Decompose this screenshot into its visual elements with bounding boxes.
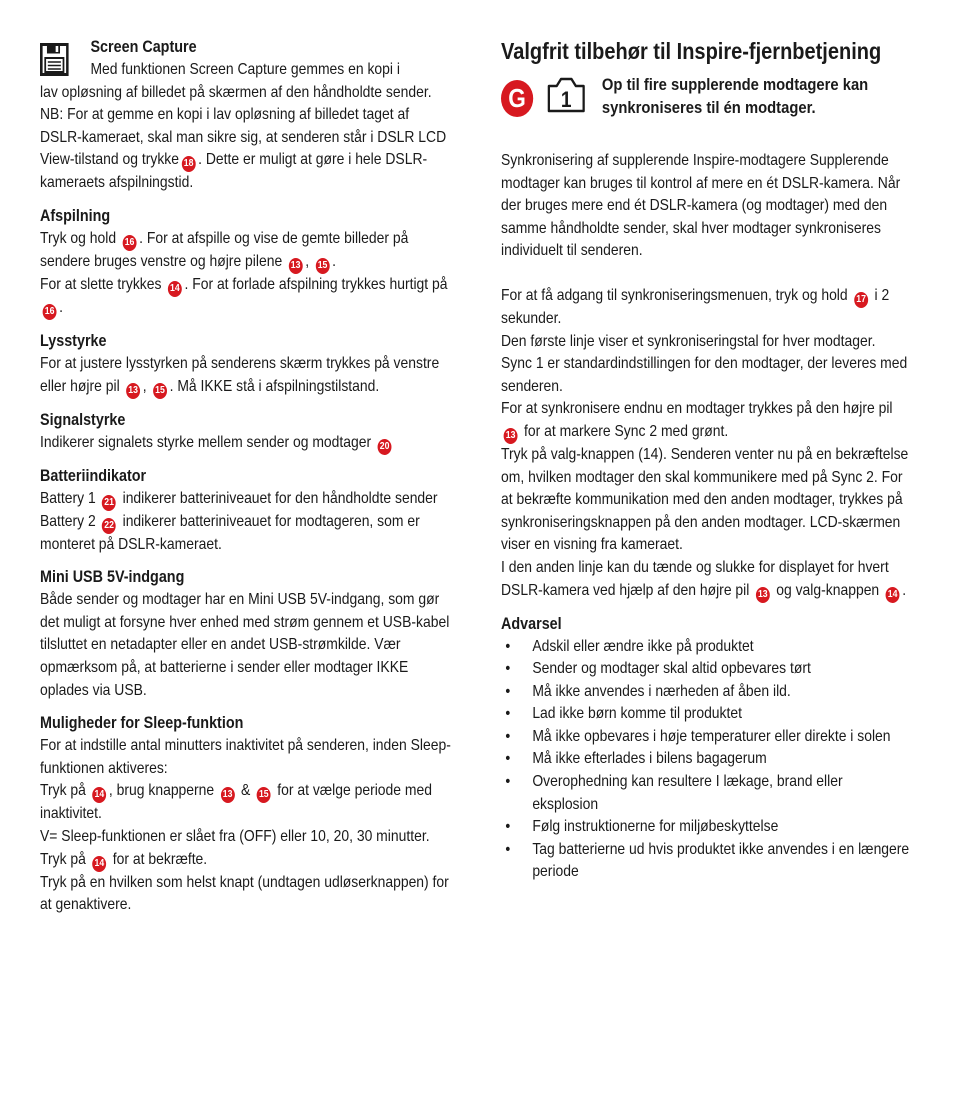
section-afspilning: [40, 205, 454, 320]
batteri-text-1: Battery 1 21 indikerer batteriniveauet for den håndholdte sender: [40, 488, 454, 511]
batteri-text-2: Battery 2 22 indikerer batteriniveauet for modtageren, som er monteret på DSLR-kameraet.: [40, 512, 420, 553]
sync-paragraph-4: For at synkronisere endnu en modtager trykkes på den højre pil 13 for at markere Sync 2 med grønt.: [501, 398, 910, 444]
signalstyrke-heading: Signalstyrke: [40, 410, 126, 429]
screen-capture-heading: Screen Capture: [90, 38, 197, 56]
floppy-disk-icon: [40, 43, 69, 76]
number-badge: 14: [168, 281, 182, 297]
sync-paragraph-6: I den anden linje kan du tænde og slukke for displayet for hvert DSLR-kamera ved hjælp af den højre pil 13 og valg-knappen 14 .: [501, 557, 910, 603]
list-item: • Må ikke efterlades i bilens bagagerum: [501, 748, 910, 771]
page-title: Valgfrit tilbehør til Inspire-fjernbetjening: [501, 38, 882, 64]
list-item: • Tag batterierne ud hvis produktet ikke anvendes i en længere periode: [501, 839, 910, 884]
list-item: • Må ikke opbevares i høje temperaturer eller direkte i solen: [501, 726, 910, 749]
lysstyrke-text: For at justere lysstyrken på senderens skærm trykkes på venstre eller højre pil 13 , 15 . Må IKKE stå i afspilningstilstand.: [40, 353, 454, 399]
list-item: • Må ikke anvendes i nærheden af åben ild.: [501, 681, 910, 704]
usb-text: Både sender og modtager har en Mini USB 5V-indgang, som gør det muligt at forsyne hver enhed med strøm gennem et USB-kabel tilsluttet en netadapter eller en andet USB-strømkilde. Vær opmærksom på, at batterierne i sender eller modtager IKKE oplades via USB.: [40, 591, 450, 699]
list-item: • Adskil eller ændre ikke på produktet: [501, 636, 910, 659]
number-badge: 13: [289, 258, 303, 274]
number-badge: 15: [153, 383, 167, 399]
section-screen-capture: [40, 36, 454, 195]
sleep-text-3: V= Sleep-funktionen er slået fra (OFF) eller 10, 20, 30 minutter.: [40, 827, 430, 845]
advarsel-heading: Advarsel: [501, 614, 562, 633]
screen-capture-nb: NB: For at gemme en kopi i lav opløsning af billedet taget af DSLR-kameraet, skal man sikre sig, at senderen står i DSLR LCD View-tilstand og trykke 18 . Dette er muligt at gøre i hele DSLR-kameraets afspilningstid.: [40, 106, 447, 192]
camera-icon: [546, 74, 586, 114]
left-column: [40, 36, 454, 927]
number-badge: 17: [854, 292, 868, 308]
number-badge: 21: [102, 495, 116, 511]
list-item: • Lad ikke børn komme til produktet: [501, 703, 910, 726]
sync-paragraph-1: Synkronisering af supplerende Inspire-modtagere Supplerende modtager kan bruges til kontrol af mere en ét DSLR-kamera. Når der bruges mere end ét DSLR-kamera (og modtager) med den samme håndholdte sender, skal hver modtager synkroniseres individuelt til senderen.: [501, 152, 901, 260]
number-badge: 14: [92, 856, 106, 872]
intro-row: [501, 74, 910, 132]
number-badge: 18: [182, 156, 196, 172]
sleep-text-5: Tryk på en hvilken som helst knapt (undtagen udløserknappen) for at genaktivere.: [40, 873, 449, 914]
sync-paragraph-2: For at få adgang til synkroniseringsmenuen, tryk og hold 17 i 2 sekunder.: [501, 286, 890, 327]
camera-number: 1: [560, 87, 572, 113]
screen-capture-line1: Med funktionen Screen Capture gemmes en kopi i: [90, 61, 400, 78]
list-item: • Sender og modtager skal altid opbevares tørt: [501, 658, 910, 681]
number-badge: 22: [102, 518, 116, 534]
sleep-text-2: Tryk på 14 , brug knapperne 13 & 15 for at vælge periode med inaktivitet.: [40, 782, 432, 823]
sleep-text-4: Tryk på 14 for at bekræfte.: [40, 849, 454, 872]
section-sleep: [40, 712, 454, 917]
number-badge: 13: [221, 787, 235, 803]
number-badge: 13: [126, 383, 140, 399]
afspilning-heading: Afspilning: [40, 206, 111, 225]
section-batteriindikator: [40, 465, 454, 557]
usb-heading: Mini USB 5V-indgang: [40, 568, 185, 587]
list-item: • Følg instruktionerne for miljøbeskyttelse: [501, 816, 910, 839]
right-column: [501, 36, 910, 894]
section-g-badge: G: [501, 80, 533, 117]
number-badge: 15: [257, 787, 271, 803]
number-badge: 16: [43, 304, 57, 320]
list-item: • Overophedning kan resultere I lækage, brand eller eksplosion: [501, 771, 910, 816]
number-badge: 15: [316, 258, 330, 274]
number-badge: 13: [504, 428, 518, 444]
number-badge: 13: [756, 587, 770, 603]
section-lysstyrke: [40, 330, 454, 399]
section-advarsel: [501, 613, 910, 885]
batteri-heading: Batteriindikator: [40, 466, 147, 485]
sync-paragraph-5: Tryk på valg-knappen (14). Senderen venter nu på en bekræftelse om, hvilken modtager den skal kommunikere med på Sync 2. For at bekræfte kommunikation med den anden modtager, trykkes på synkroniseringsknappen på den anden modtager. LCD-skærmen viser en visning fra kameraet.: [501, 445, 909, 554]
signalstyrke-text: Indikerer signalets styrke mellem sender og modtager 20: [40, 432, 454, 455]
sleep-heading: Muligheder for Sleep-funktion: [40, 714, 244, 733]
intro-text: Op til fire supplerende modtagere kan synkroniseres til én modtager.: [601, 75, 869, 117]
warning-list: [501, 636, 910, 885]
number-badge: 14: [92, 787, 106, 803]
screen-capture-text: lav opløsning af billedet på skærmen af den håndholdte sender.: [40, 83, 432, 101]
number-badge: 20: [378, 439, 392, 455]
number-badge: 14: [886, 587, 900, 603]
number-badge: 16: [123, 235, 137, 251]
afspilning-text-2: For at slette trykkes 14 . For at forlade afspilning trykkes hurtigt på 16 .: [40, 274, 454, 320]
section-signalstyrke: [40, 409, 454, 455]
afspilning-text-1: Tryk og hold 16 . For at afspille og vise de gemte billeder på sendere bruges venstre og højre pilene 13 , 15 .: [40, 228, 454, 274]
sync-paragraph-3: Den første linje viser et synkroniseringstal for hver modtager. Sync 1 er standardindstillingen for den modtager, der leveres med senderen.: [501, 332, 908, 395]
section-mini-usb: [40, 566, 454, 702]
lysstyrke-heading: Lysstyrke: [40, 331, 107, 350]
sleep-text-1: For at indstille antal minutters inaktivitet på senderen, inden Sleep-funktionen aktiveres:: [40, 737, 451, 777]
